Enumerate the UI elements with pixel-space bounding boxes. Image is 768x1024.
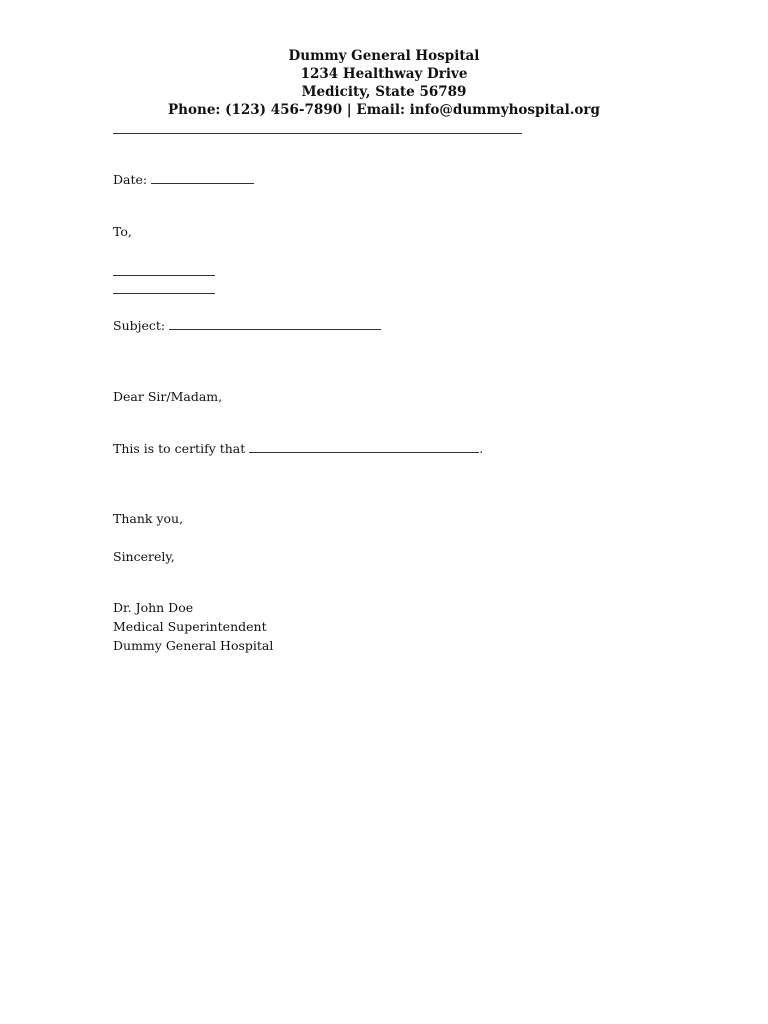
- closing: Sincerely,: [113, 549, 175, 564]
- hospital-name: Dummy General Hospital: [288, 48, 480, 64]
- recipient-blank-2: [113, 293, 215, 294]
- signatory-name-line: [113, 600, 193, 616]
- thanks-line: [113, 511, 183, 527]
- hospital-city-state: Medicity, State 56789: [301, 84, 467, 100]
- closing-line: [113, 549, 175, 565]
- certify-line: [113, 441, 483, 457]
- letterhead: [0, 47, 768, 119]
- signatory-title: Medical Superintendent: [113, 619, 267, 634]
- signatory-name: Dr. John Doe: [113, 600, 194, 615]
- signatory-org: Dummy General Hospital: [113, 638, 274, 653]
- hospital-contact: Phone: (123) 456-7890 | Email: info@dummyhospital.org: [168, 102, 600, 118]
- hospital-address: 1234 Healthway Drive: [300, 66, 468, 82]
- salutation: Dear Sir/Madam,: [113, 389, 223, 404]
- to-label: To,: [113, 224, 132, 239]
- certify-text: This is to certify that: [113, 441, 246, 456]
- subject-label: Subject:: [113, 318, 166, 333]
- certify-blank: [249, 442, 479, 453]
- date-line: [113, 172, 254, 188]
- salutation-line: [113, 389, 222, 405]
- date-blank: [151, 173, 254, 184]
- to-line: [113, 224, 132, 240]
- subject-line: [113, 318, 381, 334]
- thanks: Thank you,: [113, 511, 184, 526]
- certify-end: .: [479, 441, 484, 456]
- recipient-blank-1: [113, 275, 215, 276]
- date-label: Date:: [113, 172, 148, 187]
- header-divider: [113, 133, 522, 134]
- signatory-title-line: [113, 619, 267, 635]
- signatory-org-line: [113, 638, 273, 654]
- subject-blank: [169, 319, 381, 330]
